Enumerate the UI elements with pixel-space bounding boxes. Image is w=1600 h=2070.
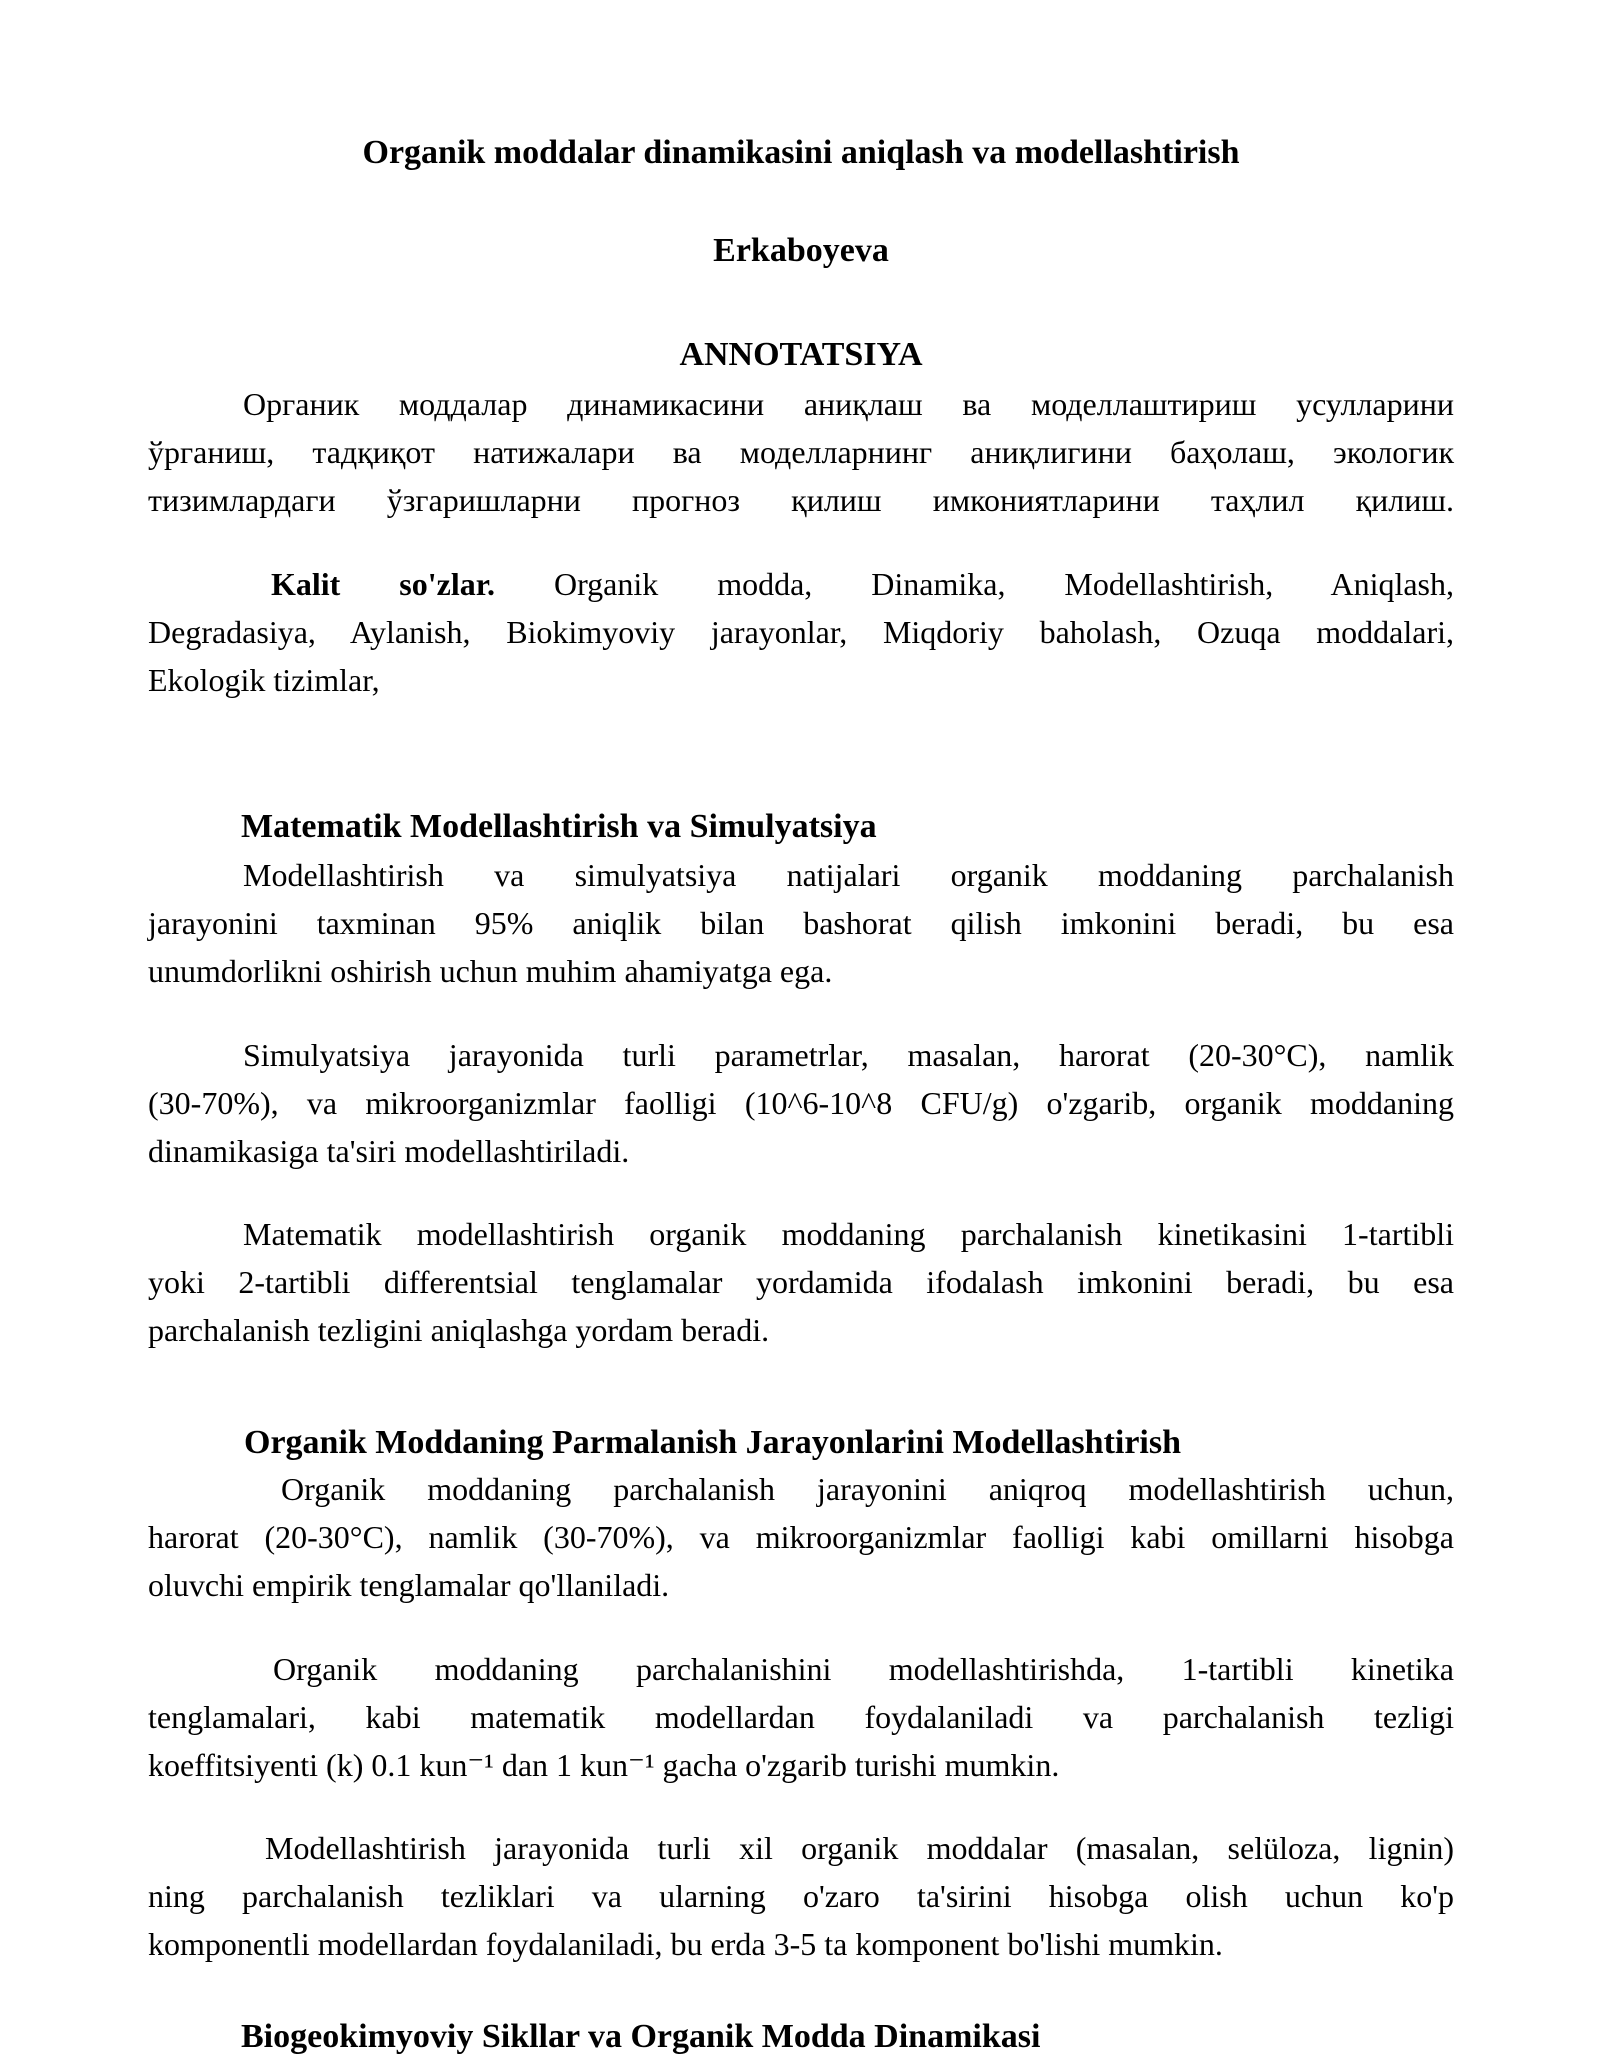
paragraph-line: unumdorlikni oshirish uchun muhim ahamiyatga ega. (148, 953, 833, 989)
section-heading-biogeochemical: Biogeokimyoviy Sikllar va Organik Modda Dinamikasi (241, 2018, 1041, 2055)
paragraph-line: dinamikasiga ta'siri modellashtiriladi. (148, 1133, 630, 1169)
paragraph-line: harorat (20-30°C), namlik (30-70%), va mikroorganizmlar faolligi kabi omillarni hisobga (148, 1519, 1454, 1555)
document-page (148, 0, 1454, 2070)
annotation-line: ўрганиш, тадқиқот натижалари ва моделларнинг аниқлигини баҳолаш, экологик (148, 434, 1454, 470)
section-heading-decomposition: Organik Moddaning Parmalanish Jarayonlarini Modellashtirish (244, 1424, 1182, 1461)
paragraph-line: jarayonini taxminan 95% aniqlik bilan bashorat qilish imkonini beradi, bu esa (148, 905, 1454, 941)
keywords-label: Kalit so'zlar. (271, 566, 495, 602)
paragraph-line: tenglamalari, kabi matematik modellardan foydalaniladi va parchalanish tezligi (148, 1699, 1454, 1735)
section-heading-modelling: Matematik Modellashtirish va Simulyatsiya (241, 808, 877, 845)
author-name: Erkaboyeva (713, 232, 889, 269)
paragraph-line: Organik moddaning parchalanish jarayonini aniqroq modellashtirish uchun, (281, 1471, 1454, 1507)
section1-paragraph-3 (148, 1210, 1454, 1354)
keywords-first-line (148, 560, 1454, 608)
paragraph-line: (30-70%), va mikroorganizmlar faolligi (10^6-10^8 CFU/g) o'zgarib, organik moddaning (148, 1085, 1454, 1121)
paragraph-line: oluvchi empirik tenglamalar qo'llaniladi. (148, 1567, 670, 1603)
section2-paragraph-1 (148, 1465, 1454, 1609)
paragraph-line: komponentli modellardan foydalaniladi, bu erda 3-5 ta komponent bo'lishi mumkin. (148, 1926, 1223, 1962)
section2-paragraph-3 (148, 1824, 1454, 1968)
keywords-paragraph (148, 560, 1454, 704)
paragraph-line: Simulyatsiya jarayonida turli parametrlar, masalan, harorat (20-30°C), namlik (243, 1037, 1454, 1073)
keywords-line: Organik modda, Dinamika, Modellashtirish, Aniqlash, (495, 566, 1455, 602)
annotation-heading: ANNOTATSIYA (679, 336, 923, 373)
section2-paragraph-2 (148, 1645, 1454, 1789)
paragraph-line: Matematik modellashtirish organik moddaning parchalanish kinetikasini 1-tartibli (243, 1216, 1454, 1252)
annotation-line: Органик моддалар динамикасини аниқлаш ва моделлаштириш усулларини (243, 386, 1454, 422)
paragraph-line: Modellashtirish jarayonida turli xil organik moddalar (masalan, selüloza, lignin) (265, 1830, 1454, 1866)
section1-paragraph-2 (148, 1031, 1454, 1175)
paragraph-line: yoki 2-tartibli differentsial tenglamalar yordamida ifodalash imkonini beradi, bu esa (148, 1264, 1454, 1300)
annotation-line: тизимлардаги ўзгаришларни прогноз қилиш имкониятларини таҳлил қилиш. (148, 482, 1454, 518)
document-title: Organik moddalar dinamikasini aniqlash va modellashtirish (362, 134, 1240, 171)
keywords-line: Ekologik tizimlar, (148, 662, 380, 698)
paragraph-line: Modellashtirish va simulyatsiya natijalari organik moddaning parchalanish (243, 857, 1454, 893)
section1-paragraph-1 (148, 851, 1454, 995)
paragraph-line: koeffitsiyenti (k) 0.1 kun⁻¹ dan 1 kun⁻¹ gacha o'zgarib turishi mumkin. (148, 1747, 1060, 1783)
paragraph-line: Organik moddaning parchalanishini modellashtirishda, 1-tartibli kinetika (273, 1651, 1454, 1687)
keywords-line: Degradasiya, Aylanish, Biokimyoviy jarayonlar, Miqdoriy baholash, Ozuqa moddalari, (148, 614, 1454, 650)
paragraph-line: parchalanish tezligini aniqlashga yordam beradi. (148, 1312, 770, 1348)
paragraph-line: ning parchalanish tezliklari va ularning o'zaro ta'sirini hisobga olish uchun ko'p (148, 1878, 1454, 1914)
annotation-paragraph (148, 380, 1454, 524)
